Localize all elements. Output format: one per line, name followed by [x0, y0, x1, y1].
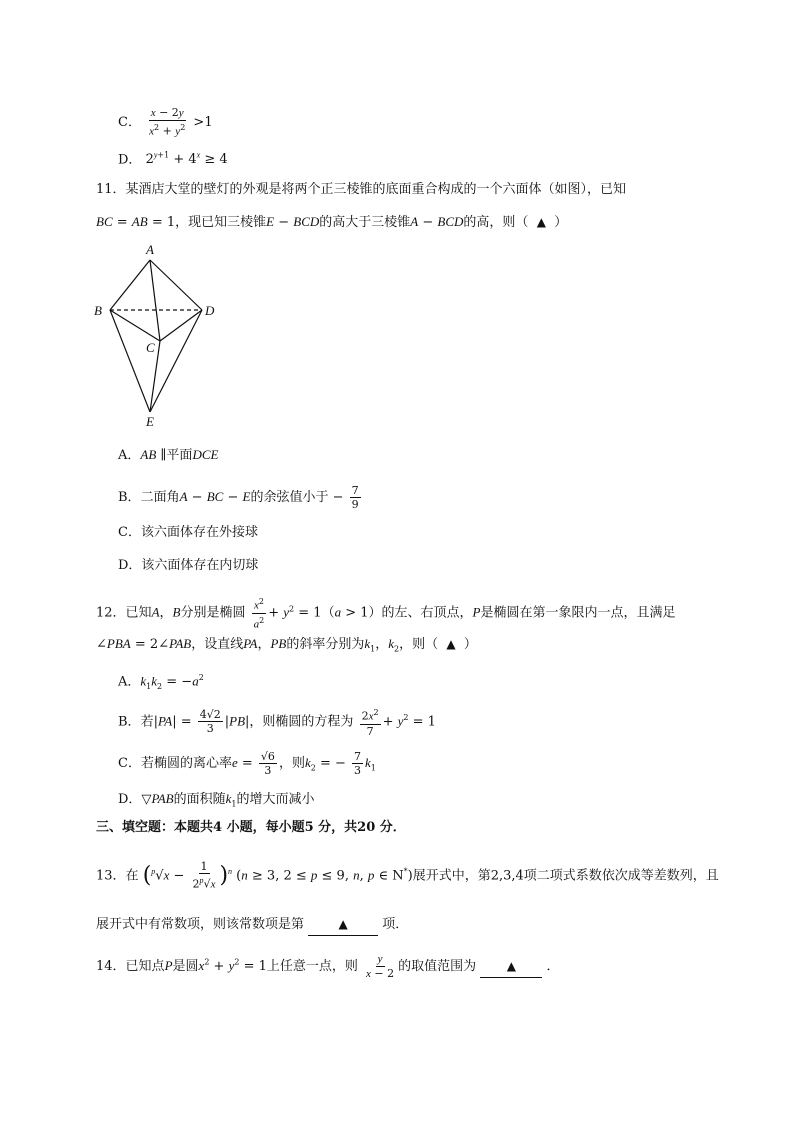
- label-e: E: [146, 414, 154, 429]
- q11-option-c: C．该六面体存在外接球: [118, 525, 258, 540]
- answer-marker-icon: ▲: [506, 959, 516, 973]
- q12-option-a: A．$k_1k_2 = -a^2$: [118, 673, 204, 691]
- q13-stem-line1: 13．在 ($^p$√x − $\frac{1}{2^p√x}$ )$^n$ (n ≥ 3, 2 ≤ p ≤ 9, n, p ∈ N*)展开式中，第2,3,4项二项式系数依次成等差数列，且: [96, 860, 719, 891]
- q11-stem-line1: 11．某酒店大堂的壁灯的外观是将两个正三棱锥的底面重合构成的一个六面体（如图），已知: [96, 182, 627, 197]
- q13-stem-line2: 展开式中有常数项，则该常数项是第 ▲ 项．: [96, 914, 408, 936]
- edge-ad: [150, 260, 202, 310]
- edge-cd: [160, 310, 202, 341]
- q10-option-d: D． $2^{y+1} + 4^x \ge 4$: [118, 151, 228, 168]
- label-a: A: [146, 242, 154, 257]
- section-3-heading: 三、填空题：本题共4 小题，每小题5 分，共20 分．: [96, 820, 406, 835]
- edge-ab: [110, 260, 150, 310]
- label-b: B: [94, 303, 102, 318]
- q10-c-fraction: $\frac{x - 2y}{x^2 + y^2}$: [149, 106, 186, 138]
- answer-marker-icon: ▲: [536, 215, 546, 229]
- q11-option-b: B．二面角A − BC − E的余弦值小于 − $\frac{7}{9}$: [118, 484, 359, 511]
- q12-stem-line1: 12．已知A，B分别是椭圆 $\frac{x^2}{a^2}$ + $y^2 = 1(a > 1)$的左、右顶点，P是椭圆在第一象限内一点，且满足: [96, 597, 676, 631]
- q13-answer-blank[interactable]: [308, 914, 378, 936]
- q14-answer-blank[interactable]: [480, 956, 542, 978]
- edge-ac: [150, 260, 160, 341]
- hexahedron-figure: [90, 240, 230, 430]
- q12-option-c: C．若椭圆的离心率e = $\frac{√6}{3}$ ，则$k_2$ = − $\frac{7}{3}$ $k_1$: [118, 750, 376, 777]
- q14-stem: 14．已知点P是圆$x^2 + y^2 = 1$上任意一点，则 $\frac{y}{x - 2}$ 的取值范围为 ▲ ．: [96, 953, 560, 980]
- answer-marker-icon: ▲: [446, 637, 456, 651]
- edge-be: [110, 310, 150, 412]
- q11-option-d: D．该六面体存在内切球: [118, 558, 259, 573]
- q12-stem-line2: ∠PBA = 2∠PAB，设直线PA，PB的斜率分别为$k_1$，$k_2$，则（ ▲ ）: [96, 636, 477, 654]
- label-d: D: [205, 303, 215, 318]
- label-c: C: [146, 340, 155, 355]
- q12-option-b: B．若|PA| = $\frac{4√2}{3}$ |PB|，则椭圆的方程为 $\frac{2x^2}{7}$ + $y^2 = 1$: [118, 708, 436, 738]
- answer-marker-icon: ▲: [338, 917, 348, 931]
- q11-option-a: A．AB ∥平面DCE: [118, 447, 219, 463]
- q10-option-c: C． $\frac{x - 2y}{x^2 + y^2}$ >1: [118, 106, 213, 138]
- q11-stem-line2: BC = AB = 1，现已知三棱锥E − BCD的高大于三棱锥A − BCD的高，则（ ▲ ）: [96, 214, 568, 230]
- edge-bc: [110, 310, 160, 341]
- q12-option-d: D．▽PAB的面积随$k_1$的增大而减小: [118, 791, 315, 809]
